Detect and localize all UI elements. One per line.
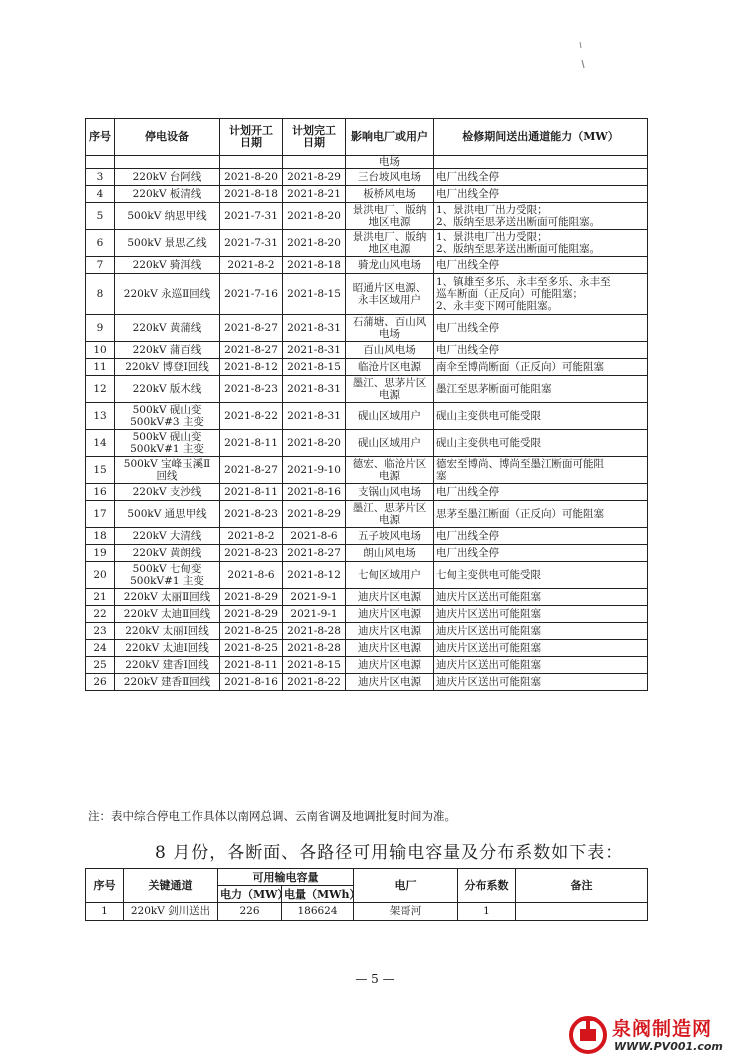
cell-no: 8 <box>86 274 115 315</box>
cell-no: 16 <box>86 484 115 501</box>
cell-capacity: 砚山主变供电可能受限 <box>434 403 648 430</box>
cap-header-energy: 电量（MWh） <box>282 886 354 903</box>
cell-capacity: 墨江至思茅断面可能阻塞 <box>434 376 648 403</box>
valve-logo-icon <box>568 1014 608 1056</box>
cell-no: 25 <box>86 657 115 674</box>
cell-start: 2021-8-23 <box>220 501 283 528</box>
cell-device: 500kV 宝峰玉溪Ⅱ 回线 <box>115 457 220 484</box>
cell-start: 2021-8-27 <box>220 342 283 359</box>
cell-end: 2021-9-10 <box>283 457 346 484</box>
cell-end: 2021-8-18 <box>283 257 346 274</box>
cell-end: 2021-8-15 <box>283 359 346 376</box>
cell-no: 5 <box>86 203 115 230</box>
cell-end: 2021-9-1 <box>283 589 346 606</box>
cell-no: 11 <box>86 359 115 376</box>
cell-start: 2021-8-25 <box>220 623 283 640</box>
capacity-row <box>86 903 648 921</box>
cell-capacity: 1、镇雄至多乐、永丰至多乐、永丰至 巡车断面（正反向）可能阻塞； 2、永丰变下网可能阻塞。 <box>434 274 648 315</box>
cell-capacity: 电厂出线全停 <box>434 186 648 203</box>
cell-device: 220kV 黄蒲线 <box>115 315 220 342</box>
header-capacity: 检修期间送出通道能力（MW） <box>434 119 648 156</box>
header-device: 停电设备 <box>115 119 220 156</box>
cell-affected: 支锅山风电场 <box>346 484 434 501</box>
cell-affected: 迪庆片区电源 <box>346 623 434 640</box>
cell-affected: 迪庆片区电源 <box>346 606 434 623</box>
cell-device: 220kV 博登Ⅰ回线 <box>115 359 220 376</box>
cell-end: 2021-8-22 <box>283 674 346 691</box>
cell-device: 220kV 板清线 <box>115 186 220 203</box>
table-note: 注：表中综合停电工作具体以南网总调、云南省调及地调批复时间为准。 <box>88 809 456 823</box>
cap-header-power: 电力（MW） <box>218 886 282 903</box>
cell-no: 10 <box>86 342 115 359</box>
cap-header-factor: 分布系数 <box>458 869 516 903</box>
cell-device: 220kV 太丽Ⅰ回线 <box>115 623 220 640</box>
cell-no: 12 <box>86 376 115 403</box>
cell-end: 2021-8-29 <box>283 501 346 528</box>
cell-no: 20 <box>86 562 115 589</box>
cell-end: 2021-8-21 <box>283 186 346 203</box>
table-row <box>86 430 648 457</box>
cell-no: 19 <box>86 545 115 562</box>
cell-affected: 板桥风电场 <box>346 186 434 203</box>
table-row <box>86 342 648 359</box>
cell-start <box>220 156 283 169</box>
cell-no: 4 <box>86 186 115 203</box>
cell-end: 2021-8-31 <box>283 376 346 403</box>
cell-no: 3 <box>86 169 115 186</box>
cell-affected: 临沧片区电源 <box>346 359 434 376</box>
cell-device: 220kV 永巡Ⅱ回线 <box>115 274 220 315</box>
cell-affected: 墨江、思茅片区 电源 <box>346 376 434 403</box>
outage-schedule-table <box>85 118 648 691</box>
cell-capacity: 迪庆片区送出可能阻塞 <box>434 606 648 623</box>
cell-device: 500kV 景思乙线 <box>115 230 220 257</box>
cell-device: 220kV 台阿线 <box>115 169 220 186</box>
cell-device: 220kV 建香Ⅰ回线 <box>115 657 220 674</box>
table-row <box>86 545 648 562</box>
cell-capacity: 砚山主变供电可能受限 <box>434 430 648 457</box>
cell-affected: 墨江、思茅片区 电源 <box>346 501 434 528</box>
header-no: 序号 <box>86 119 115 156</box>
table-row <box>86 359 648 376</box>
table-row <box>86 315 648 342</box>
cell-no: 18 <box>86 528 115 545</box>
cell-device: 220kV 黄朗线 <box>115 545 220 562</box>
cell-end: 2021-8-29 <box>283 169 346 186</box>
cell-start: 2021-8-22 <box>220 403 283 430</box>
header-affected: 影响电厂或用户 <box>346 119 434 156</box>
cell-start: 2021-8-11 <box>220 657 283 674</box>
cell-affected: 迪庆片区电源 <box>346 589 434 606</box>
cell-affected: 骑龙山风电场 <box>346 257 434 274</box>
capacity-intro-text: 8 月份，各断面、各路径可用输电容量及分布系数如下表： <box>155 843 624 863</box>
cell-end: 2021-8-31 <box>283 315 346 342</box>
cell-capacity: 电厂出线全停 <box>434 257 648 274</box>
table-row <box>86 257 648 274</box>
cell-affected: 景洪电厂、版纳 地区电源 <box>346 203 434 230</box>
cell-end: 2021-8-27 <box>283 545 346 562</box>
cell-no: 15 <box>86 457 115 484</box>
table-row <box>86 186 648 203</box>
table-row <box>86 274 648 315</box>
cell-capacity: 七甸主变供电可能受限 <box>434 562 648 589</box>
table-row <box>86 623 648 640</box>
cap-cell-remark <box>516 903 648 921</box>
cell-no <box>86 156 115 169</box>
cell-capacity: 德宏至博尚、博尚至墨江断面可能阻 塞 <box>434 457 648 484</box>
cell-no: 7 <box>86 257 115 274</box>
table-row <box>86 589 648 606</box>
cell-affected: 迪庆片区电源 <box>346 657 434 674</box>
table-row <box>86 403 648 430</box>
cell-capacity: 南伞至博尚断面（正反向）可能阻塞 <box>434 359 648 376</box>
capacity-table <box>85 868 648 921</box>
cell-end: 2021-8-15 <box>283 274 346 315</box>
cell-end: 2021-8-16 <box>283 484 346 501</box>
table-row <box>86 528 648 545</box>
cell-start: 2021-8-25 <box>220 640 283 657</box>
cell-no: 23 <box>86 623 115 640</box>
cell-end <box>283 156 346 169</box>
cell-end: 2021-8-20 <box>283 430 346 457</box>
cell-device: 220kV 建香Ⅱ回线 <box>115 674 220 691</box>
cell-no: 22 <box>86 606 115 623</box>
cell-start: 2021-8-18 <box>220 186 283 203</box>
cell-capacity: 迪庆片区送出可能阻塞 <box>434 674 648 691</box>
cell-no: 9 <box>86 315 115 342</box>
header-start-date: 计划开工 日期 <box>220 119 283 156</box>
cell-affected: 迪庆片区电源 <box>346 674 434 691</box>
cell-no: 6 <box>86 230 115 257</box>
table-row <box>86 230 648 257</box>
cell-start: 2021-8-6 <box>220 562 283 589</box>
header-end-date: 计划完工 日期 <box>283 119 346 156</box>
cell-affected: 景洪电厂、版纳 地区电源 <box>346 230 434 257</box>
cell-capacity: 迪庆片区送出可能阻塞 <box>434 623 648 640</box>
cell-capacity: 电厂出线全停 <box>434 528 648 545</box>
cap-header-no: 序号 <box>86 869 124 903</box>
cell-capacity <box>434 156 648 169</box>
cell-capacity: 电厂出线全停 <box>434 545 648 562</box>
cell-affected: 百山风电场 <box>346 342 434 359</box>
cell-affected: 七甸区域用户 <box>346 562 434 589</box>
watermark-title: 泉阀制造网 <box>612 1018 713 1040</box>
cell-end: 2021-9-1 <box>283 606 346 623</box>
cell-start: 2021-8-16 <box>220 674 283 691</box>
cell-no: 17 <box>86 501 115 528</box>
cell-affected: 迪庆片区电源 <box>346 640 434 657</box>
cap-cell-plant: 架哥河 <box>354 903 458 921</box>
cell-capacity: 电厂出线全停 <box>434 342 648 359</box>
cell-device: 220kV 支沙线 <box>115 484 220 501</box>
cell-capacity: 电厂出线全停 <box>434 169 648 186</box>
cell-start: 2021-8-11 <box>220 430 283 457</box>
cell-no: 21 <box>86 589 115 606</box>
cell-device: 500kV 纳思甲线 <box>115 203 220 230</box>
cap-cell-power: 226 <box>218 903 282 921</box>
cell-device: 220kV 蒲百线 <box>115 342 220 359</box>
cell-no: 14 <box>86 430 115 457</box>
cell-start: 2021-8-23 <box>220 376 283 403</box>
cell-no: 24 <box>86 640 115 657</box>
cell-capacity: 迪庆片区送出可能阻塞 <box>434 589 648 606</box>
cell-device: 500kV 砚山变 500kV#1 主变 <box>115 430 220 457</box>
cell-start: 2021-8-27 <box>220 457 283 484</box>
cell-capacity: 思茅至墨江断面（正反向）可能阻塞 <box>434 501 648 528</box>
table-row <box>86 674 648 691</box>
cell-capacity: 电厂出线全停 <box>434 484 648 501</box>
cell-affected: 砚山区域用户 <box>346 403 434 430</box>
table-row <box>86 376 648 403</box>
cell-device: 220kV 骑洱线 <box>115 257 220 274</box>
cell-start: 2021-7-31 <box>220 203 283 230</box>
cell-start: 2021-8-20 <box>220 169 283 186</box>
cell-end: 2021-8-6 <box>283 528 346 545</box>
cell-end: 2021-8-28 <box>283 623 346 640</box>
cell-start: 2021-8-27 <box>220 315 283 342</box>
cell-affected: 三台坡风电场 <box>346 169 434 186</box>
cap-header-plant: 电厂 <box>354 869 458 903</box>
cap-cell-channel: 220kV 剑川送出 <box>124 903 218 921</box>
page-number: — 5 — <box>355 972 395 986</box>
table-row <box>86 203 648 230</box>
cell-end: 2021-8-12 <box>283 562 346 589</box>
cell-affected: 昭通片区电源、 永丰区域用户 <box>346 274 434 315</box>
cell-affected: 砚山区域用户 <box>346 430 434 457</box>
cap-header-remark: 备注 <box>516 869 648 903</box>
cell-device: 220kV 太迪Ⅰ回线 <box>115 640 220 657</box>
cell-end: 2021-8-20 <box>283 203 346 230</box>
cell-start: 2021-8-12 <box>220 359 283 376</box>
cell-capacity: 1、景洪电厂出力受限； 2、版纳至思茅送出断面可能阻塞。 <box>434 230 648 257</box>
watermark <box>568 1012 748 1058</box>
table-row <box>86 657 648 674</box>
cell-affected: 五子坡风电场 <box>346 528 434 545</box>
cap-header-available: 可用输电容量 <box>218 869 354 886</box>
cell-capacity: 迪庆片区送出可能阻塞 <box>434 657 648 674</box>
cap-header-channel: 关键通道 <box>124 869 218 903</box>
cap-cell-energy: 186624 <box>282 903 354 921</box>
cell-start: 2021-8-29 <box>220 606 283 623</box>
cell-device: 220kV 大清线 <box>115 528 220 545</box>
cell-capacity: 电厂出线全停 <box>434 315 648 342</box>
cell-end: 2021-8-15 <box>283 657 346 674</box>
cell-capacity: 1、景洪电厂出力受限； 2、版纳至思茅送出断面可能阻塞。 <box>434 203 648 230</box>
table-row <box>86 640 648 657</box>
cell-device: 220kV 版木线 <box>115 376 220 403</box>
cell-start: 2021-8-23 <box>220 545 283 562</box>
cell-end: 2021-8-28 <box>283 640 346 657</box>
cell-affected: 电场 <box>346 156 434 169</box>
cell-capacity: 迪庆片区送出可能阻塞 <box>434 640 648 657</box>
cell-affected: 朗山风电场 <box>346 545 434 562</box>
table-row <box>86 562 648 589</box>
cell-device <box>115 156 220 169</box>
cell-device: 500kV 七甸变 500kV#1 主变 <box>115 562 220 589</box>
cell-affected: 德宏、临沧片区 电源 <box>346 457 434 484</box>
table-row <box>86 457 648 484</box>
cell-device: 220kV 太丽Ⅱ回线 <box>115 589 220 606</box>
cell-start: 2021-8-11 <box>220 484 283 501</box>
cell-start: 2021-8-2 <box>220 528 283 545</box>
cell-device: 220kV 太迪Ⅱ回线 <box>115 606 220 623</box>
cell-end: 2021-8-31 <box>283 342 346 359</box>
table-row <box>86 501 648 528</box>
capacity-header-row-1 <box>86 869 648 886</box>
table-header-row <box>86 119 648 156</box>
table-row <box>86 606 648 623</box>
cap-cell-no: 1 <box>86 903 124 921</box>
scan-mark-icon <box>578 40 586 70</box>
watermark-url: WWW.PV001.com <box>614 1040 723 1053</box>
table-row-continued <box>86 156 648 169</box>
table-row <box>86 484 648 501</box>
cell-start: 2021-8-2 <box>220 257 283 274</box>
cell-end: 2021-8-20 <box>283 230 346 257</box>
cell-affected: 石蒲塘、百山风 电场 <box>346 315 434 342</box>
cell-device: 500kV 通思甲线 <box>115 501 220 528</box>
cell-end: 2021-8-31 <box>283 403 346 430</box>
cell-start: 2021-7-31 <box>220 230 283 257</box>
cell-no: 26 <box>86 674 115 691</box>
table-row <box>86 169 648 186</box>
cell-device: 500kV 砚山变 500kV#3 主变 <box>115 403 220 430</box>
cell-start: 2021-7-16 <box>220 274 283 315</box>
cap-cell-factor: 1 <box>458 903 516 921</box>
cell-no: 13 <box>86 403 115 430</box>
cell-start: 2021-8-29 <box>220 589 283 606</box>
